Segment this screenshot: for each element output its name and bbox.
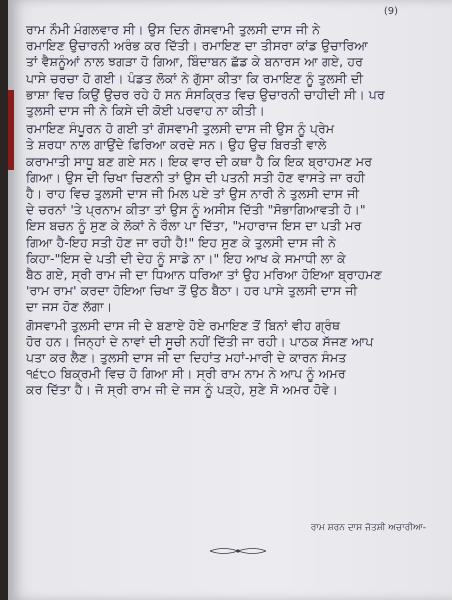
text-line: ਹੋਰ ਹਨ। ਜਿਨ੍ਹਾਂ ਦੇ ਨਾਵਾਂ ਦੀ ਸੂਚੀ ਨਹੀਂ ਦਿੱਤੀ ਜਾ ਰਹੀ। ਪਾਠਕ ਸੱਜਣ ਆਪ (26, 333, 374, 349)
red-binding-edge (8, 90, 14, 170)
text-line: ਤਾਂ ਵੈਸ਼ਨੂੰਆਂ ਨਾਲ ਝਗੜਾ ਹੋ ਗਿਆ, ਬਿੰਦਾਬਨ ਛੱਡ ਕੇ ਬਨਾਰਸ ਆ ਗਏ, ਹਰ (26, 54, 363, 70)
author-attribution: ਰਾਮ ਸ਼ਰਨ ਦਾਸ ਜੋਤਸ਼ੀ ਅਚਾਰੀਆ- (310, 523, 426, 533)
text-line: ਪਤਾ ਕਰ ਲੈਣ। ਤੁਲਸੀ ਦਾਸ ਜੀ ਦਾ ਦਿਹਾਂਤ ਮਹਾਂ-ਮਾਰੀ ਦੇ ਕਾਰਨ ਸੰਮਤ (26, 350, 347, 366)
text-line: ਗਿਆ ਹੈ-ਇਹ ਸਤੀ ਹੋਣ ਜਾ ਰਹੀ ਹੈ!" ਇਹ ਸੁਣ ਕੇ ਤੁਲਸੀ ਦਾਸ ਜੀ ਨੇ (26, 234, 337, 250)
body-text (26, 22, 438, 401)
text-line: ਰਮਾਇਣ ਸੰਪੂਰਨ ਹੋ ਗਈ ਤਾਂ ਗੋਸਵਾਮੀ ਤੁਲਸੀ ਦਾਸ ਜੀ ਉਸ ਨੂੰ ਪ੍ਰੇਮ (26, 121, 335, 137)
text-line: ਰਾਮ ਨੌਮੀ ਮੰਗਲਵਾਰ ਸੀ। ਉਸ ਦਿਨ ਗੋਸਵਾਮੀ ਤੁਲਸੀ ਦਾਸ ਜੀ ਨੇ (26, 22, 321, 37)
text-line: ਭਾਸ਼ਾ ਵਿਚ ਕਿਉਂ ਉਚਰ ਰਹੇ ਹੋ ਸਨ ਸੰਸਕ੍ਰਿਤ ਵਿਚ ਉਚਾਰਨੀ ਚਾਹੀਦੀ ਸੀ। ਪਰ (26, 86, 385, 102)
text-line: ਰਮਾਇਣ ਉਚਾਰਨੀ ਅਰੰਭ ਕਰ ਦਿੱਤੀ। ਰਮਾਇਣ ਦਾ ਤੀਸਰਾ ਕਾਂਡ ਉਚਾਰਿਆ (26, 38, 368, 54)
page-number: (9) (383, 6, 398, 17)
text-line: ਤੇ ਸ਼ਰਧਾ ਨਾਲ ਗਾਉਂਦੇ ਫਿਰਿਆ ਕਰਦੇ ਸਨ। ਉਹ ਉਚ ਬਿਰਤੀ ਵਾਲੇ (26, 137, 327, 153)
text-line: ਦਾ ਜਸ ਹੋਣ ਲੱਗਾ। (26, 299, 113, 315)
decorative-ornament-icon (208, 546, 268, 556)
text-line: ਕਰਾਮਾਤੀ ਸਾਧੂ ਬਣ ਗਏ ਸਨ। ਇਕ ਵਾਰ ਦੀ ਕਥਾ ਹੈ ਕਿ ਇਕ ਬ੍ਰਾਹਮਣ ਮਰ (26, 153, 373, 169)
paragraph-1 (26, 22, 438, 119)
text-line: ਬੈਠ ਗਏ, ਸ੍ਰੀ ਰਾਮ ਜੀ ਦਾ ਧਿਆਨ ਧਰਿਆ ਤਾਂ ਉਹ ਮਰਿਆ ਹੋਇਆ ਬ੍ਰਾਹਮਣ (26, 267, 382, 283)
text-line: 'ਰਾਮ ਰਾਮ' ਕਰਦਾ ਹੋਇਆ ਚਿਖਾ ਤੋਂ ਉਠ ਬੈਠਾ। ਹਰ ਪਾਸੇ ਤੁਲਸੀ ਦਾਸ ਜੀ (26, 283, 358, 299)
text-line: ਇਸ ਬਚਨ ਨੂੰ ਸੁਣ ਕੇ ਲੋਕਾਂ ਨੇ ਰੌਲਾ ਪਾ ਦਿੱਤਾ, "ਮਹਾਰਾਜ ਇਸ ਦਾ ਪਤੀ ਮਰ (26, 218, 362, 234)
paragraph-2 (26, 121, 438, 315)
text-line: ਗੋਸਵਾਮੀ ਤੁਲਸੀ ਦਾਸ ਜੀ ਦੇ ਬਣਾਏ ਹੋਏ ਰਮਾਇਣ ਤੋਂ ਬਿਨਾਂ ਵੀਹ ਗ੍ਰੰਥ (26, 317, 341, 333)
text-line: ਤੁਲਸੀ ਦਾਸ ਜੀ ਨੇ ਕਿਸੇ ਦੀ ਕੋਈ ਪਰਵਾਹ ਨਾ ਕੀਤੀ। (26, 103, 265, 119)
text-line: ਕਿਹਾ-"ਇਸ ਦੇ ਪਤੀ ਦੀ ਦੇਹ ਨੂੰ ਸਾਡੇ ਨਾ।" ਇਹ ਆਖ ਕੇ ਸਮਾਧੀ ਲਾ ਕੇ (26, 250, 346, 266)
paragraph-3 (26, 318, 438, 399)
text-line: ਦੇ ਚਰਨਾਂ 'ਤੇ ਪ੍ਰਨਾਮ ਕੀਤਾ ਤਾਂ ਉਸ ਨੂੰ ਅਸੀਸ ਦਿੱਤੀ "ਸੋਭਾਗਿਆਵਤੀ ਹੋ।" (26, 202, 366, 218)
text-line: ਹੈ। ਰਾਹ ਵਿਚ ਤੁਲਸੀ ਦਾਸ ਜੀ ਮਿਲ ਪਏ ਤਾਂ ਉਸ ਨਾਰੀ ਨੇ ਤੁਲਸੀ ਦਾਸ ਜੀ (26, 186, 360, 202)
text-line: ਕਰ ਦਿੱਤਾ ਹੈ। ਜੋ ਸ੍ਰੀ ਰਾਮ ਜੀ ਦੇ ਜਸ ਨੂੰ ਪੜ੍ਹੇ, ਸੁਣੇ ਸੋ ਅਮਰ ਹੋਵੇ। (26, 382, 338, 398)
text-line: ਪਾਸੇ ਚਰਚਾ ਹੋ ਗਈ। ਪੰਡਤ ਲੋਕਾਂ ਨੇ ਗੁੱਸਾ ਕੀਤਾ ਕਿ ਰਮਾਇਣ ਨੂੰ ਤੁਲਸੀ ਦੀ (26, 70, 364, 86)
text-line: ੧੬੮੦ ਬਿਕ੍ਰਮੀ ਵਿਚ ਹੋ ਗਿਆ ਸੀ। ਸ੍ਰੀ ਰਾਮ ਨਾਮ ਨੇ ਆਪ ਨੂੰ ਅਮਰ (26, 366, 346, 382)
text-line: ਗਿਆ। ਉਸ ਦੀ ਚਿਖਾ ਚਿਣਨੀ ਤਾਂ ਉਸ ਦੀ ਪਤਨੀ ਸਤੀ ਹੋਣ ਵਾਸਤੇ ਜਾ ਰਹੀ (26, 169, 366, 185)
book-page (8, 0, 452, 600)
